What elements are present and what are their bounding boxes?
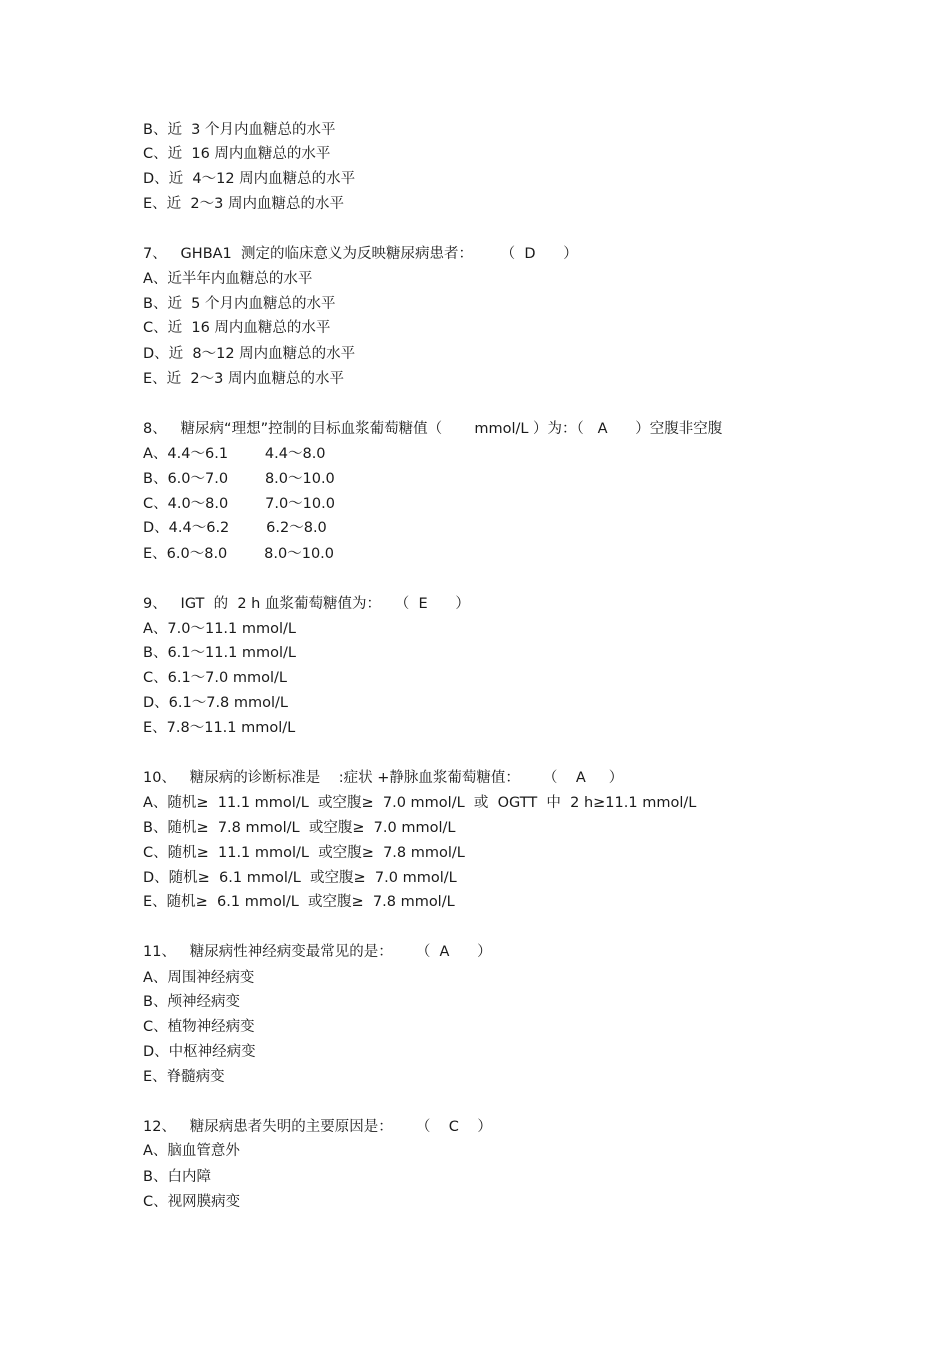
q9-option-e: E、7.8～11.1 mmol/L — [143, 720, 296, 736]
q11-option-c: C、植物神经病变 — [143, 1019, 255, 1035]
q12-option-b: B、白内障 — [143, 1169, 211, 1185]
q12-option-c: C、视网膜病变 — [143, 1194, 241, 1210]
q10-option-c: C、随机≥ 11.1 mmol/L 或空腹≥ 7.8 mmol/L — [143, 845, 465, 861]
q8-option-b: B、6.0～7.0 8.0～10.0 — [143, 471, 335, 487]
q6-option-d: D、近 4～12 周内血糖总的水平 — [143, 171, 356, 187]
q7-question: 7、 GHBA1 测定的临床意义为反映糖尿病患者： （ D ） — [143, 246, 578, 262]
q8-question: 8、 糖尿病“理想”控制的目标血浆葡萄糖值（ mmol/L ）为：（ A ）空腹非空腹 — [143, 421, 723, 437]
q11-question: 11、 糖尿病性神经病变最常见的是： （ A ） — [143, 944, 492, 960]
q7-option-c: C、近 16 周内血糖总的水平 — [143, 320, 331, 336]
q9-option-b: B、6.1～11.1 mmol/L — [143, 645, 297, 661]
q9-question: 9、 IGT 的 2 h 血浆葡萄糖值为： （ E ） — [143, 596, 470, 612]
q6-option-e: E、近 2～3 周内血糖总的水平 — [143, 196, 344, 212]
q12-option-a: A、脑血管意外 — [143, 1143, 240, 1159]
q6-option-b: B、近 3 个月内血糖总的水平 — [143, 122, 336, 138]
q10-option-a: A、随机≥ 11.1 mmol/L 或空腹≥ 7.0 mmol/L 或 OGTT 中 2 h≥11.1 mmol/L — [143, 795, 697, 811]
q7-option-b: B、近 5 个月内血糖总的水平 — [143, 296, 336, 312]
q9-option-d: D、6.1～7.8 mmol/L — [143, 695, 289, 711]
q12-question: 12、 糖尿病患者失明的主要原因是： （ C ） — [143, 1119, 492, 1135]
q10-option-b: B、随机≥ 7.8 mmol/L 或空腹≥ 7.0 mmol/L — [143, 820, 456, 836]
q8-option-e: E、6.0～8.0 8.0～10.0 — [143, 546, 334, 562]
q8-option-a: A、4.4～6.1 4.4～8.0 — [143, 446, 326, 462]
q11-option-e: E、脊髓病变 — [143, 1069, 225, 1085]
q10-option-e: E、随机≥ 6.1 mmol/L 或空腹≥ 7.8 mmol/L — [143, 894, 455, 910]
q7-option-d: D、近 8～12 周内血糖总的水平 — [143, 346, 356, 362]
q9-option-c: C、6.1～7.0 mmol/L — [143, 670, 287, 686]
q10-question: 10、 糖尿病的诊断标准是 :症状 +静脉血浆葡萄糖值： （ A ） — [143, 770, 624, 786]
q10-option-d: D、随机≥ 6.1 mmol/L 或空腹≥ 7.0 mmol/L — [143, 870, 457, 886]
q9-option-a: A、7.0～11.1 mmol/L — [143, 621, 296, 637]
q8-option-d: D、4.4～6.2 6.2～8.0 — [143, 520, 327, 536]
q7-option-a: A、近半年内血糖总的水平 — [143, 271, 313, 287]
q11-option-b: B、颅神经病变 — [143, 994, 240, 1010]
q7-option-e: E、近 2～3 周内血糖总的水平 — [143, 371, 344, 387]
q11-option-d: D、中枢神经病变 — [143, 1044, 256, 1060]
q8-option-c: C、4.0～8.0 7.0～10.0 — [143, 496, 335, 512]
q11-option-a: A、周围神经病变 — [143, 970, 255, 986]
q6-option-c: C、近 16 周内血糖总的水平 — [143, 146, 331, 162]
